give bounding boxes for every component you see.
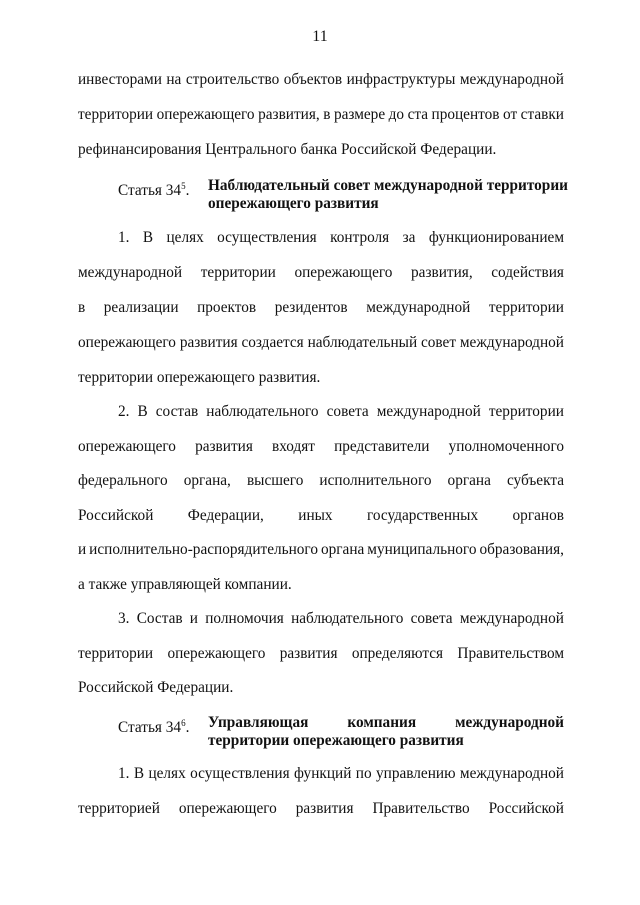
word: строительство — [185, 71, 280, 88]
word: целях — [148, 765, 186, 782]
word: наблюдательного — [206, 403, 319, 420]
word: опережающего — [167, 645, 266, 662]
word: 1. — [118, 765, 130, 782]
article-label-superscript: 5 — [181, 181, 186, 191]
word: совета — [326, 403, 369, 420]
word: Состав — [136, 610, 183, 627]
word: развития — [179, 334, 238, 351]
word: компания — [347, 714, 417, 731]
word: проектов — [197, 299, 257, 316]
word: Правительство — [372, 800, 470, 817]
word: развития — [195, 438, 253, 455]
text-line — [78, 105, 564, 125]
word: государственных — [367, 507, 479, 524]
word: 3. — [118, 610, 130, 627]
word: опережающего — [156, 106, 255, 123]
word: и — [189, 610, 198, 627]
word: муниципального — [367, 541, 477, 558]
text-line: Российской Федерации. — [78, 679, 234, 696]
word: территории — [488, 299, 564, 316]
word: контроля — [330, 229, 390, 246]
article-label — [118, 713, 189, 738]
page-number: 11 — [312, 28, 328, 45]
text-line — [78, 799, 564, 819]
article-label-suffix: . — [185, 182, 190, 199]
word: развития, — [258, 106, 320, 123]
word: инвесторами — [78, 71, 162, 88]
word: территории — [200, 264, 276, 281]
article-title: Наблюдательный совет международной территории — [208, 177, 568, 194]
word: Российской — [78, 507, 154, 524]
text-line — [78, 644, 564, 664]
word: органа, — [183, 472, 231, 489]
word: резидентов — [274, 299, 348, 316]
word: на — [166, 71, 182, 88]
text-line — [118, 228, 564, 248]
word: представители — [334, 438, 430, 455]
article-label-suffix: . — [185, 719, 190, 736]
text-line — [118, 402, 564, 422]
word: международной — [376, 403, 481, 420]
word: высшего — [246, 472, 304, 489]
word: от — [503, 106, 518, 123]
word: международной — [459, 334, 564, 351]
word: международной — [459, 610, 564, 627]
word: уполномоченного — [448, 438, 564, 455]
text-line — [78, 333, 564, 353]
word: опережающего — [78, 334, 176, 351]
word: Федерации, — [187, 507, 264, 524]
word: функций — [294, 765, 352, 782]
word: органов — [512, 507, 564, 524]
word: по — [355, 765, 372, 782]
word: международной — [78, 264, 183, 281]
word: состав — [155, 403, 199, 420]
word: международной — [459, 71, 564, 88]
word: до — [388, 106, 405, 123]
word: определяются — [351, 645, 444, 662]
word: процентов — [431, 106, 500, 123]
word: международной — [455, 714, 564, 731]
article-title — [208, 713, 564, 733]
word: Российской — [488, 800, 564, 817]
word: в — [323, 106, 331, 123]
text-line — [118, 764, 564, 784]
text-line — [78, 298, 564, 318]
word: развития — [279, 645, 338, 662]
word: исполнительно-распорядительного — [89, 541, 318, 558]
word: международной — [366, 299, 471, 316]
text-line — [78, 471, 564, 491]
word: полномочия — [205, 610, 284, 627]
article-title: территории опережающего развития — [208, 732, 464, 749]
word: территорией — [78, 800, 160, 817]
word: Правительством — [457, 645, 564, 662]
article-label — [118, 176, 189, 201]
article-label-superscript: 6 — [181, 718, 186, 728]
word: органа — [320, 541, 365, 558]
word: ставки — [520, 106, 564, 123]
text-line — [118, 609, 564, 629]
text-line — [78, 70, 564, 90]
word: создается — [241, 334, 304, 351]
word: опережающего — [294, 264, 393, 281]
word: наблюдательного — [291, 610, 404, 627]
word: федерального — [78, 472, 168, 489]
word: реализации — [103, 299, 179, 316]
word: функционированием — [428, 229, 564, 246]
word: развития, — [411, 264, 473, 281]
word: 2. — [118, 403, 130, 420]
word: осуществления — [190, 765, 290, 782]
text-line: рефинансирования Центрального банка Российской Федерации. — [78, 141, 497, 158]
word: входят — [271, 438, 315, 455]
text-line — [78, 506, 564, 526]
word: исполнительного — [319, 472, 432, 489]
text-line — [78, 540, 564, 560]
word: в — [78, 299, 86, 316]
word: развития — [295, 800, 354, 817]
word: размере — [333, 106, 386, 123]
text-line — [78, 263, 564, 283]
word: совета — [410, 610, 453, 627]
word: опережающего — [178, 800, 277, 817]
word: наблюдательный — [307, 334, 418, 351]
word: и — [78, 541, 87, 558]
article-label-text: Статья 34 — [118, 182, 182, 199]
word: органа — [447, 472, 491, 489]
word: международной — [459, 765, 564, 782]
word: совет — [420, 334, 457, 351]
word: за — [402, 229, 416, 246]
word: инфраструктуры — [346, 71, 456, 88]
text-line — [78, 437, 564, 457]
word: 1. — [118, 229, 130, 246]
article-title: опережающего развития — [208, 195, 379, 212]
word: территории — [78, 645, 154, 662]
word: управлению — [375, 765, 456, 782]
word: ста — [407, 106, 429, 123]
word: Управляющая — [208, 714, 309, 731]
text-line: территории опережающего развития. — [78, 369, 321, 386]
word: образования, — [479, 541, 564, 558]
word: содействия — [491, 264, 564, 281]
word: В — [133, 765, 145, 782]
word: объектов — [283, 71, 343, 88]
text-line: а также управляющей компании. — [78, 576, 292, 593]
word: опережающего — [78, 438, 176, 455]
word: осуществления — [217, 229, 317, 246]
word: В — [137, 403, 148, 420]
article-label-text: Статья 34 — [118, 719, 182, 736]
word: В — [142, 229, 154, 246]
word: целях — [166, 229, 204, 246]
word: территории — [78, 106, 154, 123]
word: субъекта — [506, 472, 564, 489]
word: иных — [298, 507, 333, 524]
word: территории — [488, 403, 564, 420]
